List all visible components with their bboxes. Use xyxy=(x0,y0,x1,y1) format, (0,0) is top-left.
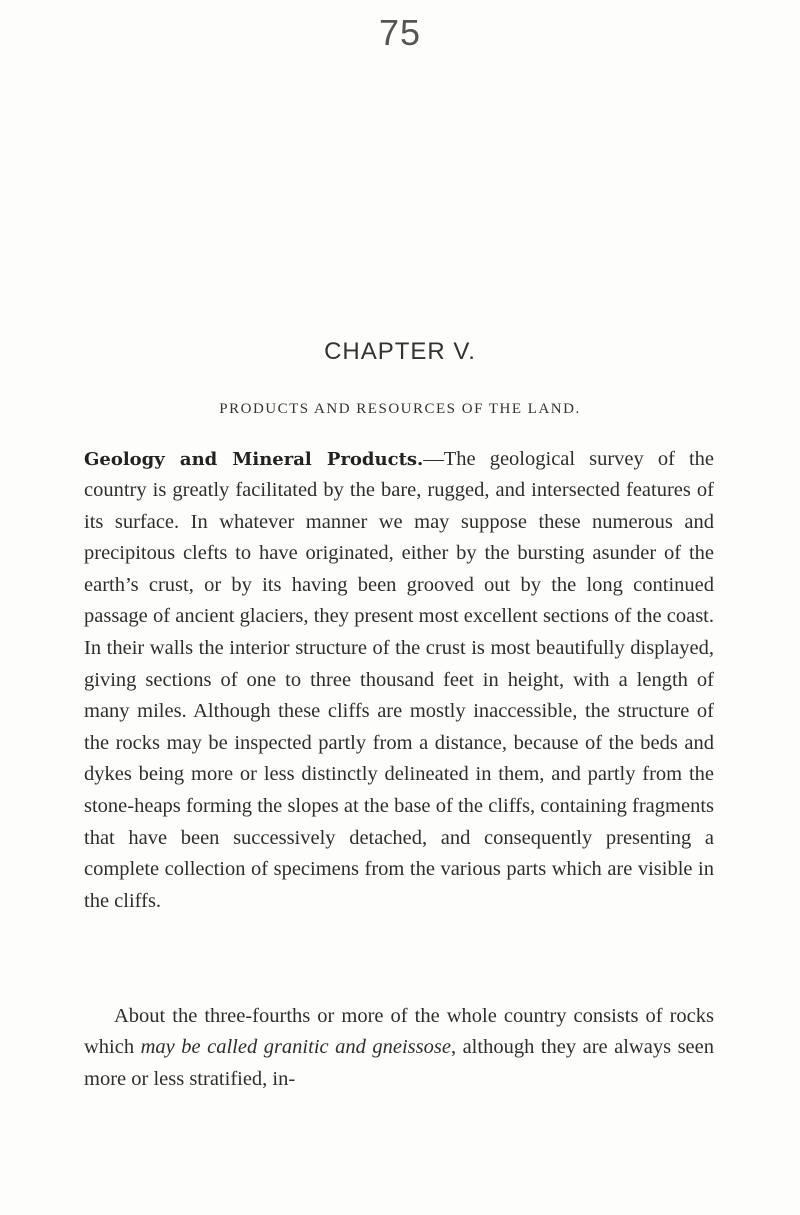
paragraph-text-before: About the three-fourths or more of the whole country consists of rocks which xyxy=(84,1004,714,1059)
run-in-heading: Geology and Mineral Products. xyxy=(84,448,424,470)
paragraph-text-after: , although they are always seen more or less stratified, in- xyxy=(84,1036,714,1090)
paragraph-rocks xyxy=(84,1001,714,1096)
paragraph-text: —The geological survey of the country is greatly facilitated by the bare, rugged, and intersected features of its surface. In whatever manner we may suppose these numerous and precipitous clefts to have originated, either by the bursting asunder of the earth’s crust, or by its having been grooved out by the long continued passage of ancient glaciers, they present most excellent sections of the coast. In their walls the interior structure of the crust is most beautifully displayed, giving sections of one to three thousand feet in height, with a length of many miles. Although these cliffs are mostly inaccessible, the structure of the rocks may be inspected partly from a distance, because of the beds and dykes being more or less distinctly delineated in them, and partly from the stone-heaps forming the slopes at the base of the cliffs, containing fragments that have been successively detached, and consequently presenting a complete collection of specimens from the various parts which are visible in the cliffs. xyxy=(84,447,714,912)
paragraph-geology xyxy=(84,444,714,918)
section-heading: PRODUCTS AND RESOURCES OF THE LAND. xyxy=(219,401,581,417)
paragraph-italic-phrase: may be called granitic and gneissose xyxy=(140,1036,451,1059)
chapter-heading: CHAPTER V. xyxy=(324,338,476,365)
page-number: 75 xyxy=(378,12,422,53)
